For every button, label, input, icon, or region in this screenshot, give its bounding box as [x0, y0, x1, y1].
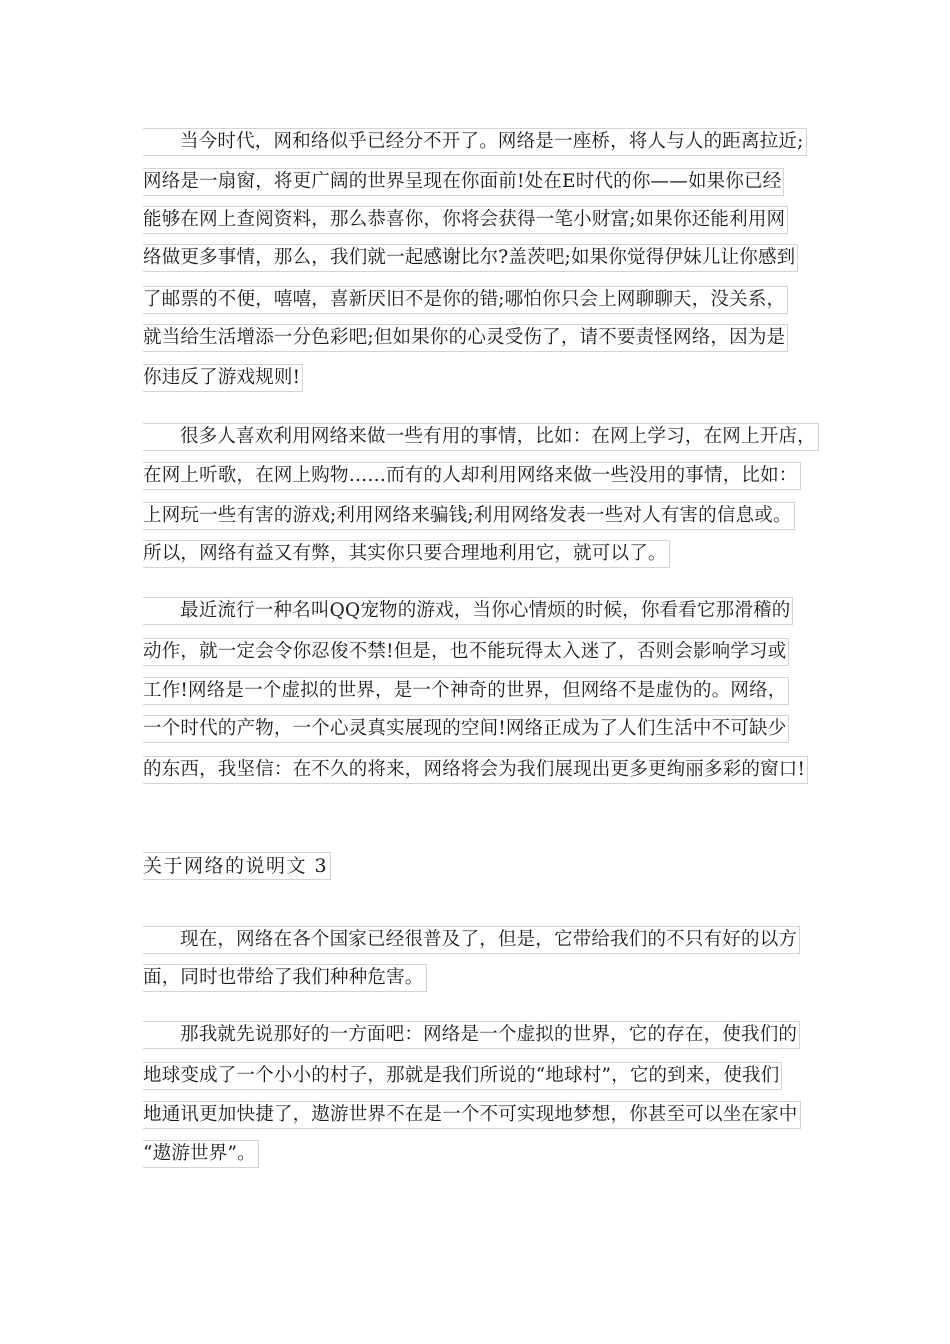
text-line: 能够在网上查阅资料，那么恭喜你，你将会获得一笔小财富;如果你还能利用网 [143, 206, 788, 234]
text-line: 一个时代的产物，一个心灵真实展现的空间!网络正成为了人们生活中不可缺少 [143, 715, 789, 743]
text-line: 地通讯更加快捷了，遨游世界不在是一个不可实现地梦想，你甚至可以坐在家中 [143, 1101, 801, 1129]
text-line: 上网玩一些有害的游戏;利用网络来骗钱;利用网络发表一些对人有害的信息或。 [143, 502, 795, 530]
text-line: 你违反了游戏规则! [143, 364, 303, 392]
text-line: 地球变成了一个小小的村子，那就是我们所说的“地球村”，它的到来，使我们 [143, 1062, 782, 1090]
text-line: 了邮票的不便，嘻嘻，喜新厌旧不是你的错;哪怕你只会上网聊聊天，没关系， [143, 286, 788, 314]
text-line: 络做更多事情，那么，我们就一起感谢比尔?盖茨吧;如果你觉得伊妹儿让你感到 [143, 244, 798, 272]
text-line: 当今时代，网和络似乎已经分不开了。网络是一座桥，将人与人的距离拉近; [143, 128, 807, 156]
section-heading: 关于网络的说明文 3 [143, 852, 331, 880]
text-line: 面，同时也带给了我们种种危害。 [143, 964, 427, 992]
text-line: 动作，就一定会令你忍俊不禁!但是，也不能玩得太入迷了，否则会影响学习或 [143, 638, 789, 666]
text-line: 最近流行一种名叫QQ宠物的游戏，当你心情烦的时候，你看看它那滑稽的 [143, 597, 793, 625]
text-line: 就当给生活增添一分色彩吧;但如果你的心灵受伤了，请不要责怪网络，因为是 [143, 324, 788, 352]
text-line: 网络是一扇窗，将更广阔的世界呈现在你面前!处在E时代的你——如果你已经 [143, 168, 784, 196]
text-line: 那我就先说那好的一方面吧：网络是一个虚拟的世界，它的存在，使我们的 [143, 1021, 800, 1049]
text-line: 工作!网络是一个虚拟的世界，是一个神奇的世界，但网络不是虚伪的。网络， [143, 677, 789, 705]
text-line: 在网上听歌，在网上购物……而有的人却利用网络来做一些没用的事情，比如： [143, 462, 801, 490]
text-line: “遨游世界”。 [143, 1140, 259, 1168]
text-line: 很多人喜欢利用网络来做一些有用的事情，比如：在网上学习，在网上开店， [143, 423, 819, 451]
text-line: 所以，网络有益又有弊，其实你只要合理地利用它，就可以了。 [143, 540, 670, 568]
text-line: 现在，网络在各个国家已经很普及了，但是，它带给我们的不只有好的以方 [143, 926, 800, 954]
text-line: 的东西，我坚信：在不久的将来，网络将会为我们展现出更多更绚丽多彩的窗口! [143, 756, 808, 784]
